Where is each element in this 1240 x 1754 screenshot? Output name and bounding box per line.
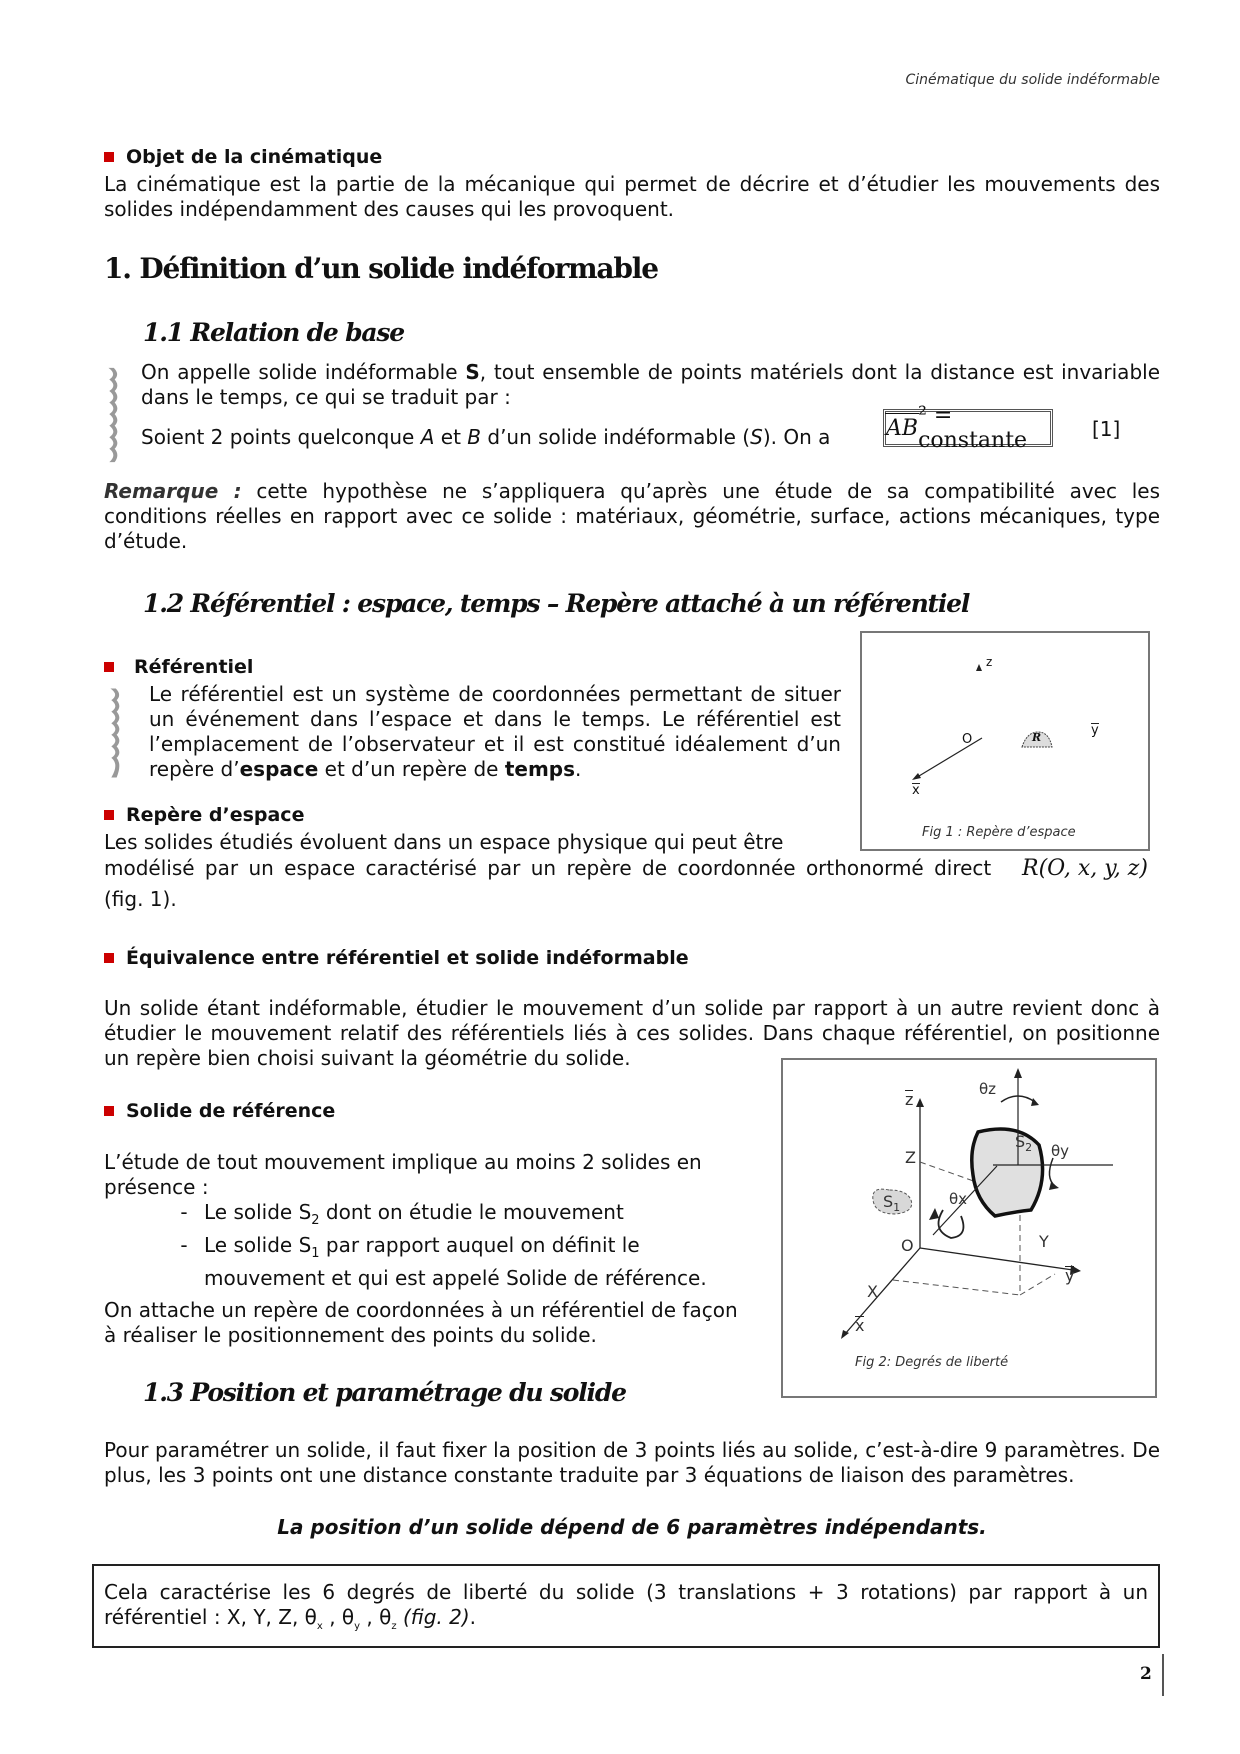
repere-heading <box>104 804 304 826</box>
list-dash: - <box>180 1233 188 1257</box>
list-post: par rapport auquel on définit le mouvement et qui est appelé Solide de référence. <box>204 1233 707 1290</box>
s11-st-d: ). On a <box>762 425 831 449</box>
referentiel-heading <box>104 656 253 678</box>
degrees-of-freedom-box <box>92 1564 1160 1648</box>
vector-arrow-icon <box>885 413 919 414</box>
section-1-title: 1. Définition d’un solide indéformable <box>104 252 658 285</box>
remarque-paragraph <box>104 479 1160 554</box>
box-sep1: , θ <box>322 1605 355 1629</box>
solides-list <box>164 1200 754 1291</box>
ref-text-a: Le référentiel est un système de coordonnées permettant de situer un événement dans l’espace et dans le temps. Le référentiel est l’emplacement de l’observateur et il est constitué idéalement d’un repère d’ <box>149 682 841 781</box>
figure-1 <box>860 631 1150 851</box>
red-square-bullet-icon <box>104 1106 114 1116</box>
s11-st-pointA: A <box>420 425 435 449</box>
equivalence-paragraph: Un solide étant indéformable, étudier le mouvement d’un solide par rapport à un autre revient donc à étudier le mouvement relatif des référentiels liés à ces solides. Dans chaque référentiel, on positionne un repère bien choisi suivant la géométrie du solide. <box>104 996 1160 1070</box>
box-sub-y: y <box>354 1621 361 1632</box>
fig2-s1-sub: 1 <box>893 1201 901 1215</box>
rotation-theta-x-icon <box>939 1210 964 1238</box>
fig2-label-Z: Z <box>905 1148 916 1167</box>
figure-2 <box>781 1058 1157 1398</box>
list-sub: 1 <box>311 1246 320 1261</box>
s11-st-b: et <box>434 425 468 449</box>
page-number: 2 <box>1140 1664 1152 1684</box>
objet-heading-text: Objet de la cinématique <box>126 146 383 168</box>
list-dash: - <box>180 1200 188 1224</box>
fig1-caption: Fig 1 : Repère d’espace <box>922 825 1076 840</box>
equivalence-heading-text: Équivalence entre référentiel et solide indéformable <box>126 947 689 969</box>
vector-arrow-icon <box>1091 723 1099 724</box>
s13-paragraph: Pour paramétrer un solide, il faut fixer la position de 3 points liés au solide, c’est-à-dire 9 paramètres. De plus, les 3 points ont une distance constante traduite par 3 équations de liaison des paramètres. <box>104 1438 1160 1487</box>
ref-temps: temps <box>504 757 575 781</box>
list-pre: Le solide S <box>204 1200 312 1224</box>
red-square-bullet-icon <box>104 662 114 672</box>
s11-def-a: On appelle solide indéformable <box>141 360 466 384</box>
fig2-z-vec-text: z <box>905 1090 914 1109</box>
fig2-label-y-vec <box>1065 1266 1074 1285</box>
s11-def-s: S <box>465 360 480 384</box>
repere-line-3: (fig. 1). <box>104 887 177 911</box>
fig2-y-vec-text: y <box>1065 1266 1075 1285</box>
repere-formula: R(O, x, y, z) <box>1022 856 1148 881</box>
solide-reference-intro: L’étude de tout mouvement implique au moins 2 solides en présence : <box>104 1150 702 1199</box>
x-arrow-icon <box>912 773 921 780</box>
axes-diagram <box>862 633 1148 849</box>
list-item <box>164 1233 754 1291</box>
z-arrow-icon <box>916 1098 924 1107</box>
solide-reference-heading-text: Solide de référence <box>126 1100 336 1122</box>
red-square-bullet-icon <box>104 152 114 162</box>
formula-rest: ² = constante <box>918 403 1028 453</box>
z-arrow-icon <box>976 664 982 671</box>
list-item-text <box>204 1233 754 1291</box>
red-square-bullet-icon <box>104 953 114 963</box>
section-1-3-title: 1.3 Position et paramétrage du solide <box>143 1378 626 1407</box>
degrees-of-freedom-diagram <box>783 1060 1155 1396</box>
fig1-label-y <box>1091 723 1099 738</box>
wavy-margin-bar-icon <box>106 683 122 783</box>
s11-st-a: Soient 2 points quelconque <box>141 425 421 449</box>
s11-st-solid: S <box>750 425 763 449</box>
remarque-text: cette hypothèse ne s’appliquera qu’après une étude de sa compatibilité avec les conditions réelles en rapport avec ce solide : matériaux, géométrie, surface, actions mécaniques, type d’étude. <box>104 479 1161 553</box>
s11-statement <box>141 425 881 450</box>
fig2-label-z-vec <box>905 1090 913 1109</box>
formula-vec-text: AB <box>886 415 919 441</box>
wavy-margin-bar-icon <box>104 362 120 468</box>
box-sub-x: x <box>316 1621 323 1632</box>
red-square-bullet-icon <box>104 810 114 820</box>
fig2-s2-text: S <box>1015 1132 1026 1151</box>
ref-espace: espace <box>239 757 319 781</box>
list-pre: Le solide S <box>204 1233 312 1257</box>
fig2-s2-sub: 2 <box>1025 1141 1033 1155</box>
ref-text-c: . <box>575 757 582 781</box>
box-text <box>104 1580 1148 1639</box>
fig1-label-r: R <box>1032 731 1042 744</box>
fig1-label-x <box>912 783 920 798</box>
attach-paragraph: On attache un repère de coordonnées à un référentiel de façon à réaliser le positionnement des points du solide. <box>104 1298 738 1347</box>
list-post: dont on étudie le mouvement <box>319 1200 624 1224</box>
vector-arrow-icon <box>1065 1266 1074 1267</box>
fig2-label-X: X <box>867 1282 878 1301</box>
box-fig: (fig. 2) <box>396 1605 470 1629</box>
fig2-label-O: O <box>901 1236 914 1255</box>
remarque-label: Remarque : <box>104 479 242 503</box>
fig2-label-Y: Y <box>1039 1232 1049 1251</box>
objet-paragraph: La cinématique est la partie de la mécanique qui permet de décrire et d’étudier les mouvements des solides indépendamment des causes qui les provoquent. <box>104 172 1160 221</box>
ref-text-b: et d’un repère de <box>318 757 505 781</box>
referentiel-paragraph <box>149 682 841 782</box>
objet-heading <box>104 146 382 168</box>
fig2-label-x-vec <box>855 1316 864 1335</box>
vector-arrow-icon <box>905 1090 913 1091</box>
box-a: Cela caractérise les 6 degrés de liberté du solide (3 translations + 3 rotations) par rapport à un référentiel : X, Y, Z, θ <box>104 1580 1148 1629</box>
vector-arrow-icon <box>855 1316 864 1317</box>
fig2-s1-text: S <box>883 1192 894 1211</box>
list-item-text <box>204 1200 754 1233</box>
vector-arrow-icon <box>912 783 920 784</box>
fig2-label-S1 <box>883 1192 900 1214</box>
repere-line-1: Les solides étudiés évoluent dans un espace physique qui peut être <box>104 830 784 854</box>
s11-st-c: d’un solide indéformable ( <box>481 425 751 449</box>
formula-box <box>883 403 1053 453</box>
list-item <box>164 1200 754 1233</box>
formula-vector-ab <box>886 416 918 441</box>
fig2-label-S2 <box>1015 1132 1032 1154</box>
s13-emphasis: La position d’un solide dépend de 6 paramètres indépendants. <box>277 1515 987 1539</box>
section-1-2-title: 1.2 Référentiel : espace, temps – Repère attaché à un référentiel <box>143 589 970 618</box>
fig1-y-text: y <box>1091 723 1099 738</box>
box-end: . <box>469 1605 477 1629</box>
s11-st-pointB: B <box>467 425 482 449</box>
solide-reference-heading <box>104 1100 335 1122</box>
fig2-label-theta-z: θz <box>979 1080 997 1098</box>
box-sep2: , θ <box>360 1605 392 1629</box>
page-number-rule <box>1162 1654 1164 1696</box>
equation-number: [1] <box>1092 417 1121 441</box>
fig2-x-vec-text: x <box>855 1316 865 1335</box>
fig2-label-theta-y: θy <box>1051 1142 1070 1160</box>
fig2-label-theta-x: θx <box>949 1190 968 1208</box>
box-sub-z: z <box>391 1621 397 1632</box>
repere-heading-text: Repère d’espace <box>126 804 305 826</box>
referentiel-heading-text: Référentiel <box>134 656 254 678</box>
rotation-theta-y-icon <box>1049 1158 1055 1186</box>
s11-def-c: , tout ensemble de points matériels dont la distance est invariable dans le temps, ce qui se traduit par : <box>141 360 1160 409</box>
equivalence-heading <box>104 947 689 969</box>
running-header: Cinématique du solide indéformable <box>905 72 1160 88</box>
list-sub: 2 <box>311 1213 320 1228</box>
fig1-label-z: z <box>986 655 993 669</box>
fig1-x-text: x <box>912 783 920 798</box>
fig1-label-o: O <box>962 732 973 747</box>
section-1-1-title: 1.1 Relation de base <box>143 318 404 347</box>
repere-line-2: modélisé par un espace caractérisé par un repère de coordonnée orthonormé direct <box>104 856 992 880</box>
fig2-caption: Fig 2: Degrés de liberté <box>855 1355 1009 1370</box>
